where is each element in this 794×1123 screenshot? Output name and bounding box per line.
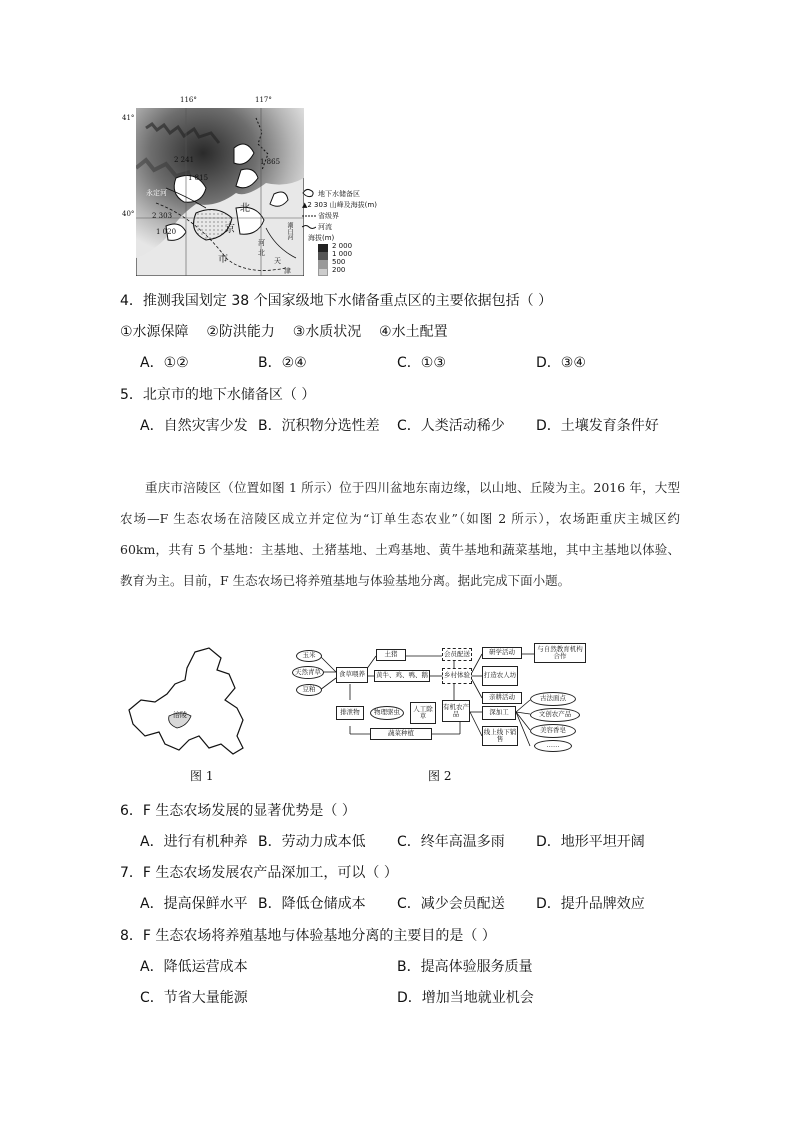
lat-label-40: 40°: [122, 210, 135, 218]
legend-peak: ▲2 303 山峰及海拔(m): [302, 201, 377, 209]
river-yongding: 永定河: [146, 189, 167, 197]
place-shi: 市: [218, 254, 228, 265]
altitude-500: 500: [332, 258, 346, 266]
map-legend: [302, 188, 382, 278]
figure-2-caption: 图 2: [428, 769, 452, 783]
q6-option-b[interactable]: B．劳动力成本低: [258, 834, 366, 850]
q5-stem: 5．北京市的地下水储备区（ ）: [120, 387, 316, 403]
q4-option-b[interactable]: B．②④: [258, 355, 307, 371]
node-more: ……: [534, 740, 572, 752]
node-village: 乡村体验: [442, 668, 472, 684]
place-jin: 津: [284, 267, 291, 275]
place-jing: 京: [225, 224, 235, 235]
node-cultural: 文创农产品: [530, 708, 580, 722]
q4-stem: 4．推测我国划定 38 个国家级地下水储备重点区的主要依据包括（ ）: [120, 293, 553, 309]
node-veg: 蔬菜种植: [370, 728, 432, 740]
node-feed: 食草喂养: [336, 667, 368, 683]
q7-stem: 7．F 生态农场发展农产品深加工，可以（ ）: [120, 865, 398, 881]
node-school: 与自然教育机构合作: [534, 643, 586, 663]
q6-option-a[interactable]: A．进行有机种养: [140, 834, 248, 850]
q7-option-b[interactable]: B．降低仓储成本: [258, 896, 366, 912]
node-beauty: 美容香皂: [530, 724, 576, 738]
altitude-1000: 1 000: [332, 250, 353, 258]
q8-option-a[interactable]: A．降低运营成本: [140, 959, 248, 975]
reading-passage: [120, 472, 680, 596]
q5-option-d[interactable]: D．土壤发育条件好: [536, 418, 659, 434]
node-waste: 排泄物: [336, 706, 364, 720]
river-chaobai: 潮白河: [286, 222, 293, 240]
place-bei: 北: [240, 203, 250, 214]
q8-stem: 8．F 生态农场将养殖基地与体验基地分离的主要目的是（ ）: [120, 928, 496, 944]
figure-2: [290, 640, 590, 755]
altitude-2000: 2 000: [332, 242, 353, 250]
q4-option-a[interactable]: A．①②: [140, 355, 189, 371]
node-corn: 玉米: [296, 650, 322, 662]
figure-1-caption: 图 1: [190, 769, 214, 783]
q6-stem: 6．F 生态农场发展的显著优势是（ ）: [120, 803, 356, 819]
node-weed: 人工除草: [410, 702, 436, 724]
q8-option-c[interactable]: C．节省大量能源: [140, 990, 248, 1006]
legend-altitude-title: 海拔(m): [308, 234, 335, 242]
node-cattle: 黄牛、鸡、鸭、鹅: [374, 670, 430, 682]
node-study: 研学活动: [482, 647, 522, 659]
peak-1865: 1 865: [260, 158, 281, 166]
q7-option-a[interactable]: A．提高保鲜水平: [140, 896, 248, 912]
q5-option-a[interactable]: A．自然灾害少发: [140, 418, 248, 434]
node-grass: 天然青草: [292, 666, 324, 679]
legend-river: 河流: [318, 223, 332, 231]
q4-option-d[interactable]: D．③④: [536, 355, 586, 371]
q5-option-c[interactable]: C．人类活动稀少: [397, 418, 505, 434]
q6-option-c[interactable]: C．终年高温多雨: [397, 834, 505, 850]
altitude-200: 200: [332, 266, 346, 274]
node-member: 会员配送: [442, 648, 472, 661]
lon-label-117: 117°: [255, 96, 272, 104]
q4-option-c[interactable]: C．①③: [397, 355, 446, 371]
peak-2241: 2 241: [174, 156, 195, 164]
node-soy: 豆粕: [296, 684, 322, 696]
node-craft: 古法面点: [530, 692, 576, 706]
q8-option-b[interactable]: B．提高体验服务质量: [397, 959, 533, 975]
q7-option-d[interactable]: D．提升品牌效应: [536, 896, 645, 912]
node-farmer: 打造农人坊: [482, 666, 518, 686]
q4-items: ①水源保障 ②防洪能力 ③水质状况 ④水土配置: [120, 324, 448, 340]
legend-reserve: 地下水储备区: [318, 190, 360, 198]
lat-label-41: 41°: [122, 114, 135, 122]
q8-option-d[interactable]: D．增加当地就业机会: [397, 990, 534, 1006]
node-pig: 土猪: [376, 649, 406, 661]
chongqing-outline-map: [125, 644, 275, 759]
lon-label-116: 116°: [180, 96, 197, 104]
q6-option-d[interactable]: D．地形平坦开阔: [536, 834, 645, 850]
place-tian: 天: [274, 257, 281, 265]
place-he: 河: [258, 239, 265, 247]
passage-text: 重庆市涪陵区（位置如图 1 所示）位于四川盆地东南边缘，以山地、丘陵为主。2016 年，大型农场—F 生态农场在涪陵区成立并定位为“订单生态农业”（如图 2 所示），农场距重庆主城区约 60km，共有 5 个基地：主基地、土猪基地、土鸡基地、黄牛基地和蔬菜基地，其中主基地以体验、教育为主。目前，F 生态农场已将养殖基地与体验基地分离。据此完成下面小题。: [120, 480, 680, 588]
figure-1: [125, 644, 275, 759]
node-bug: 物理驱虫: [370, 706, 404, 720]
q5-option-b[interactable]: B．沉积物分选性差: [258, 418, 380, 434]
fuling-label: 涪陵: [173, 711, 187, 719]
node-deep: 深加工: [482, 706, 516, 720]
place-bei2: 北: [258, 249, 265, 257]
river-legend-icon: [302, 224, 316, 230]
beijing-groundwater-map: [122, 96, 310, 280]
legend-border: 省级界: [318, 212, 339, 220]
q7-option-c[interactable]: C．减少会员配送: [397, 896, 505, 912]
node-online: 线上线下销售: [482, 726, 518, 746]
peak-1815: 1 815: [188, 174, 209, 182]
altitude-scale: [318, 244, 328, 276]
peak-1020: 1 020: [156, 228, 177, 236]
node-family: 亲耕活动: [482, 692, 522, 704]
node-organic: 有机农产品: [442, 700, 470, 722]
peak-2303: 2 303: [152, 212, 173, 220]
reserve-legend-icon: [302, 188, 316, 198]
border-legend-icon: [302, 214, 316, 218]
